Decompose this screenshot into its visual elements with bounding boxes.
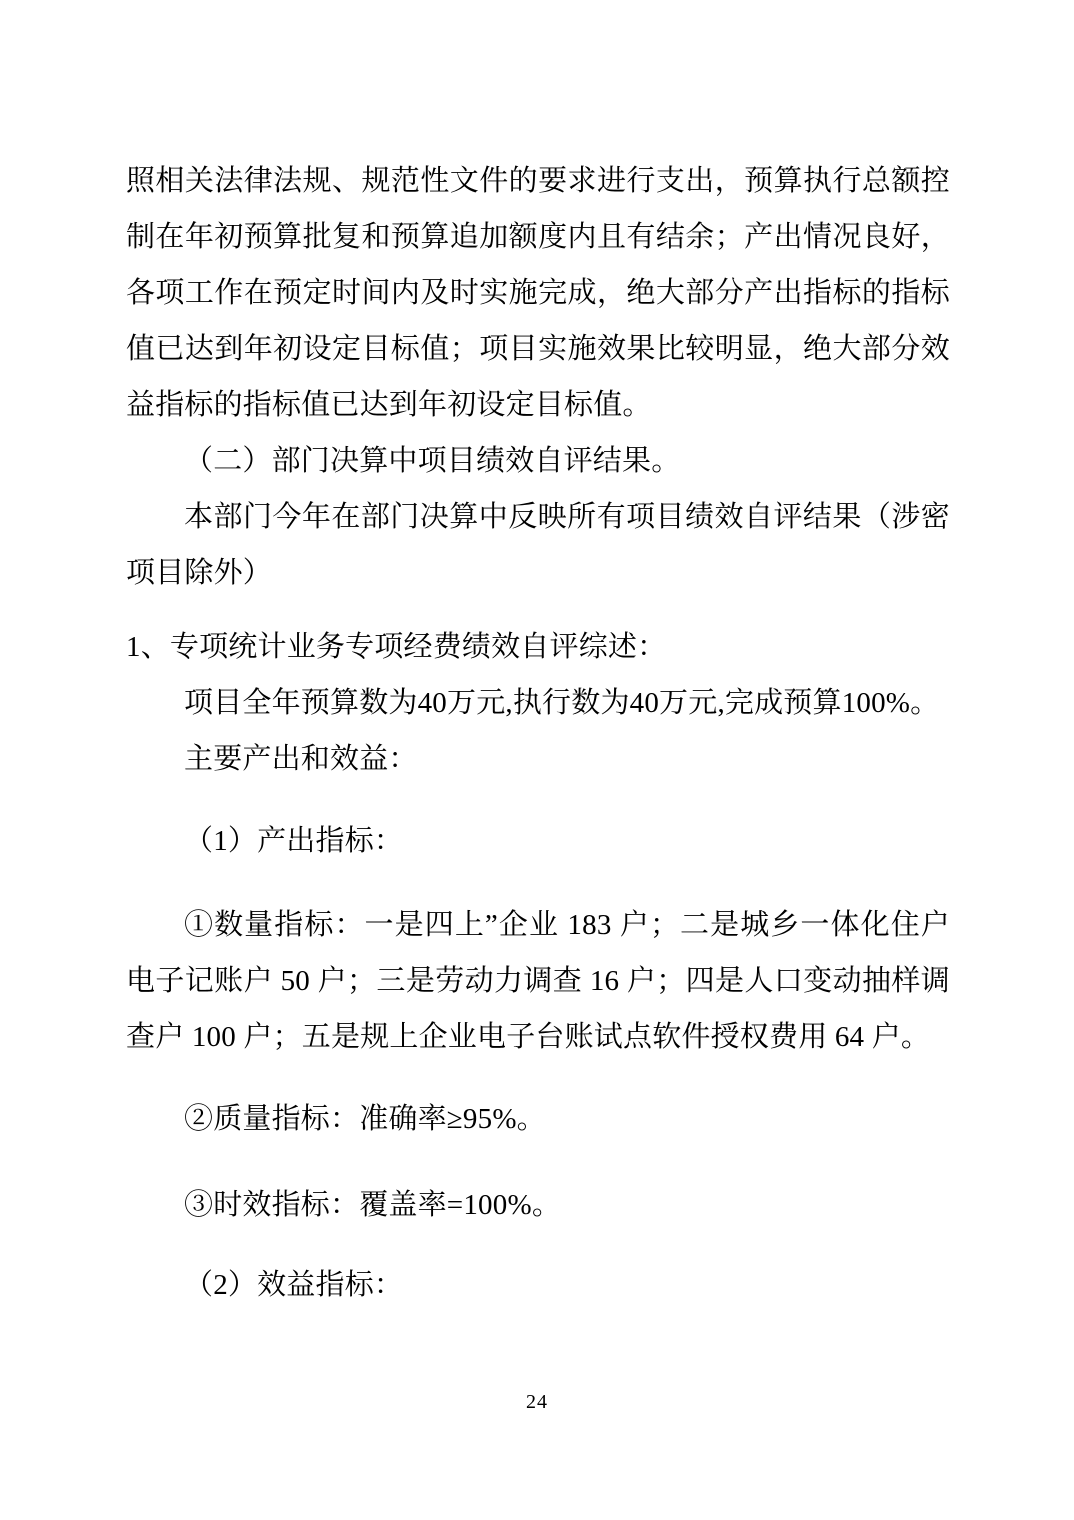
paragraph-self-evaluation-scope: 本部门今年在部门决算中反映所有项目绩效自评结果（涉密项目除外） xyxy=(126,501,950,589)
paragraph-quantity-indicators: ①数量指标：一是四上”企业 183 户；二是城乡一体化住户电子记账户 50 户；三是劳动力调查 16 户；四是人口变动抽样调查户 100 户；五是规上企业电子台账试点软件授权费用 64 户。 xyxy=(126,909,950,1053)
paragraph-main-output-label: 主要产出和效益： xyxy=(184,743,418,775)
paragraph-budget-execution-summary: 照相关法律法规、规范性文件的要求进行支出，预算执行总额控制在年初预算批复和预算追加额度内且有结余；产出情况良好，各项工作在预定时间内及时实施完成，绝大部分产出指标的指标值已达到年初设定目标值；项目实施效果比较明显，绝大部分效益指标的指标值已达到年初设定目标值。 xyxy=(126,165,950,421)
paragraph-benefit-indicators-title: （2）效益指标： xyxy=(184,1269,404,1301)
paragraph-quality-indicator: ②质量指标：准确率≥95%。 xyxy=(184,1103,546,1135)
paragraph-budget-completion: 项目全年预算数为40万元,执行数为40万元,完成预算100%。 xyxy=(184,687,940,719)
heading-special-statistics-project: 1、专项统计业务专项经费绩效自评综述： xyxy=(126,631,667,663)
paragraph-output-indicators-title: （1）产出指标： xyxy=(184,825,404,857)
page-number: 24 xyxy=(526,1391,548,1413)
paragraph-subsection-2-title: （二）部门决算中项目绩效自评结果。 xyxy=(184,445,681,477)
paragraph-timeliness-indicator: ③时效指标：覆盖率=100%。 xyxy=(184,1189,562,1221)
